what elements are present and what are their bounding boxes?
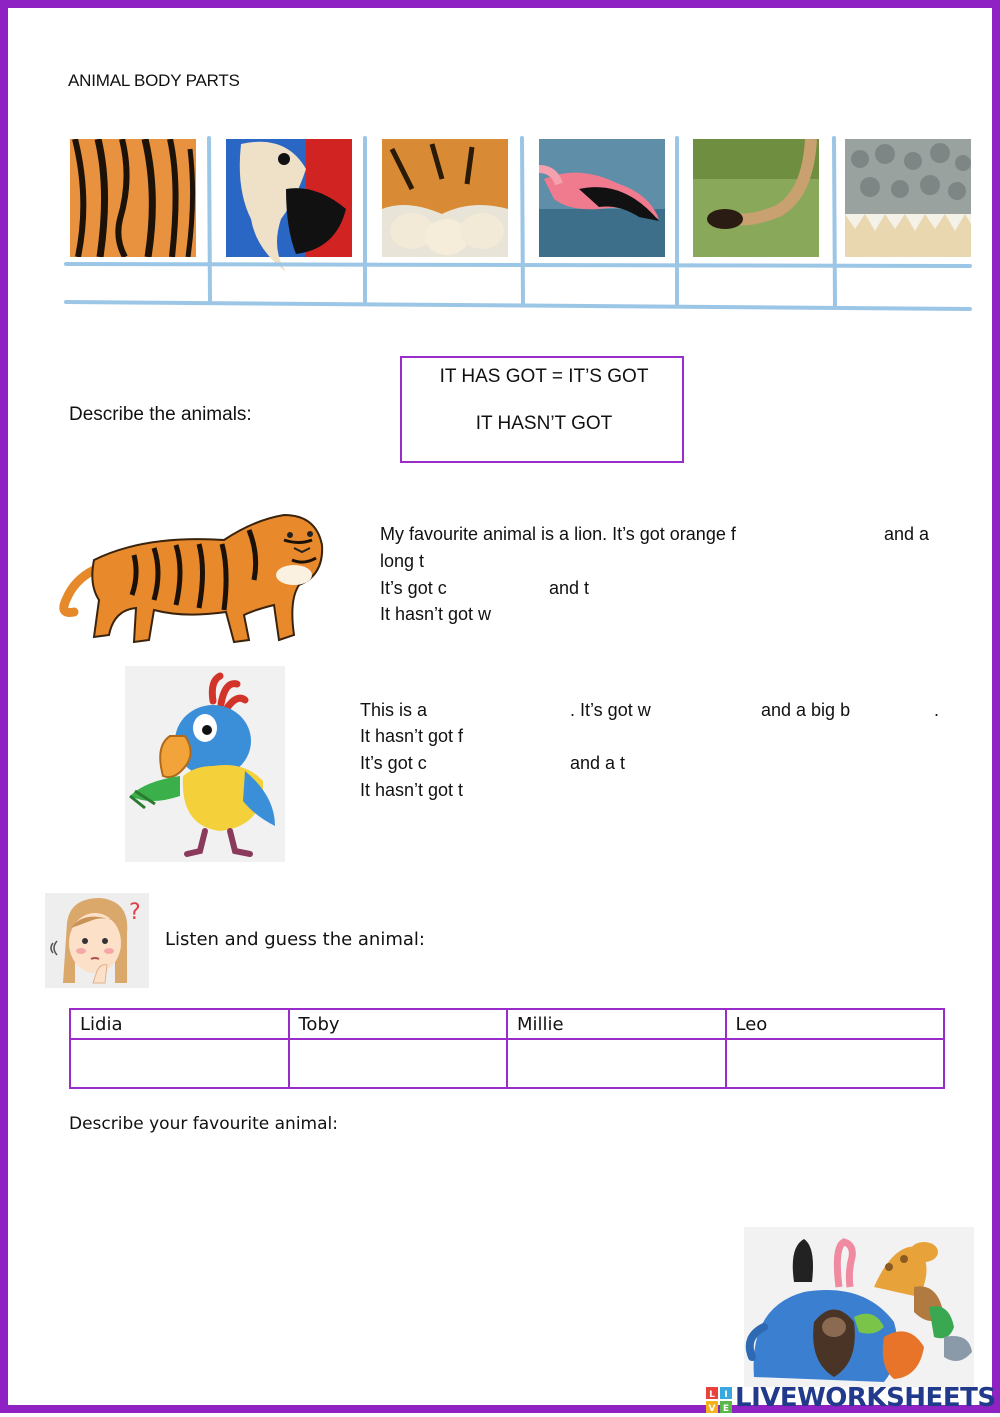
thinking-girl-illustration (45, 893, 149, 988)
parrot-text-line4: It hasn’t got t (360, 780, 464, 800)
liveworksheets-cube-icon (705, 1386, 733, 1414)
cube-letter-e: E (722, 1404, 730, 1414)
answer-cell-lidia[interactable] (70, 1039, 289, 1088)
grammar-rule-positive: IT HAS GOT = IT’S GOT (439, 366, 649, 387)
parrot-text-line1c: and a big b (761, 700, 851, 720)
svg-text:?: ? (129, 900, 141, 925)
guess-animal-table (69, 1008, 945, 1089)
grammar-rule-box (400, 356, 684, 463)
answer-cell-toby[interactable] (289, 1039, 508, 1088)
parrot-text-line1d: . (934, 700, 940, 720)
tiger-text-line1b: and a (884, 524, 930, 544)
describe-animals-label: Describe the animals: (69, 404, 252, 425)
parrot-text-line1a: This is a (360, 700, 428, 720)
animal-group-illustration (744, 1227, 974, 1387)
tiger-text-line3b: and t (549, 578, 590, 598)
tiger-text-line1a: My favourite animal is a lion. It’s got orange f (380, 524, 736, 544)
cube-letter-l: L (709, 1390, 715, 1400)
tiger-text-line2: long t (380, 551, 425, 571)
liveworksheets-logo (705, 1383, 1000, 1417)
tiger-text-line4: It hasn’t got w (380, 604, 492, 624)
matching-grid (8, 8, 992, 328)
liveworksheets-wordmark: LIVEWORKSHEETS (735, 1383, 996, 1413)
table-header-millie: Millie (507, 1009, 726, 1039)
parrot-text-line1b: . It’s got w (570, 700, 651, 720)
table-header-leo: Leo (726, 1009, 945, 1039)
answer-cell-leo[interactable] (726, 1039, 945, 1088)
answer-cell-millie[interactable] (507, 1039, 726, 1088)
listen-guess-label: Listen and guess the animal: (165, 929, 425, 950)
table-header-lidia: Lidia (70, 1009, 289, 1039)
tiger-text-line3a: It’s got c (380, 578, 447, 598)
favourite-animal-label: Describe your favourite animal: (69, 1114, 338, 1134)
cube-letter-i: I (724, 1390, 728, 1400)
tiger-illustration (54, 500, 328, 650)
parrot-text-line2: It hasn’t got f (360, 726, 464, 746)
table-header-toby: Toby (289, 1009, 508, 1039)
parrot-text-line3a: It’s got c (360, 753, 427, 773)
grammar-rule-negative: IT HASN’T GOT (475, 413, 613, 434)
parrot-text-line3b: and a t (570, 753, 626, 773)
cube-letter-v: V (708, 1404, 716, 1414)
parrot-illustration (125, 666, 285, 862)
worksheet-title: ANIMAL BODY PARTS (68, 71, 240, 90)
